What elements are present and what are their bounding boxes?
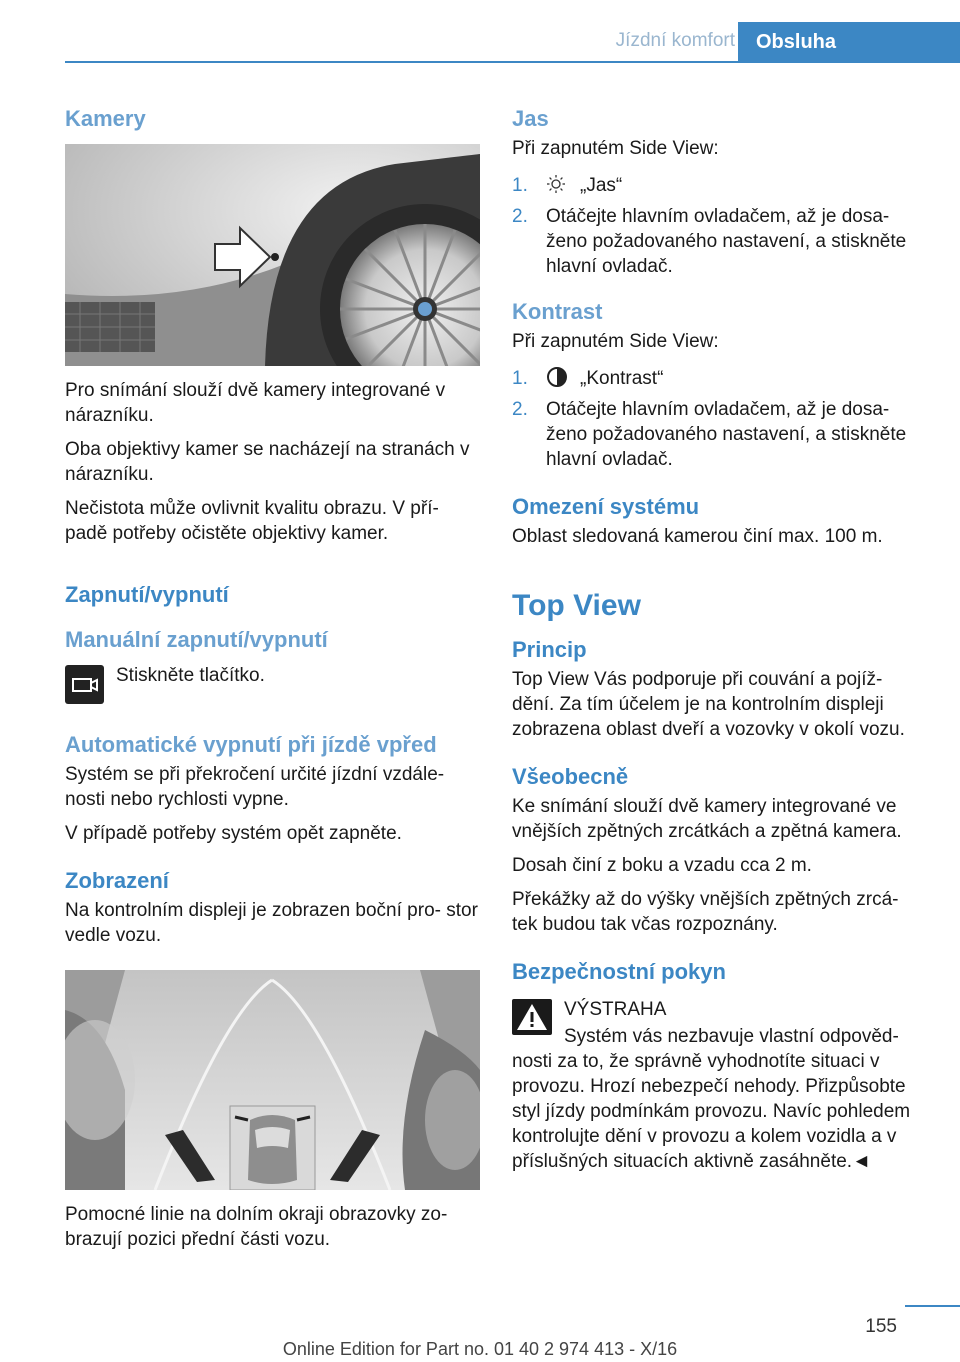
paragraph-display: Na kontrolním displeji je zobrazen boční pro‐ stor vedle vozu.	[65, 900, 478, 946]
paragraph-cameras-1: Pro snímání slouží dvě kamery integrované v nárazníku.	[65, 380, 446, 426]
paragraph-guide-lines: Pomocné linie na dolním okraji obrazovky zo‐ brazují pozici přední části vozu.	[65, 1204, 448, 1250]
heading-top-view: Top View	[512, 589, 641, 622]
step-text: „Kontrast“	[580, 368, 664, 389]
side-view-display-image	[65, 970, 480, 1190]
when-on-text-1: Při zapnutém Side View:	[512, 138, 719, 159]
heading-general: Všeobecně	[512, 764, 629, 789]
paragraph-general-2: Dosah činí z boku a vzadu cca 2 m.	[512, 855, 812, 876]
brightness-steps	[512, 173, 927, 279]
paragraph-limits: Oblast sledovaná kamerou činí max. 100 m.	[512, 526, 883, 547]
left-column	[65, 100, 480, 1252]
when-on-text-2: Při zapnutém Side View:	[512, 331, 719, 352]
paragraph-general-3: Překážky až do výšky vnějších zpětných zrcá‐ tek budou tak včas rozpoznány.	[512, 889, 899, 935]
header-rule	[65, 61, 960, 63]
press-button-text: Stiskněte tlačítko.	[116, 665, 265, 686]
heading-manual: Manuální zapnutí/vypnutí	[65, 627, 328, 652]
heading-on-off: Zapnutí/vypnutí	[65, 582, 229, 607]
heading-safety: Bezpečnostní pokyn	[512, 959, 726, 984]
header-chapter-tab: Obsluha	[738, 22, 960, 63]
heading-display: Zobrazení	[65, 868, 169, 893]
paragraph-general-1: Ke snímání slouží dvě kamery integrované ve vnějších zpětných zrcátkách a zpětná kamera.	[512, 796, 902, 842]
warning-icon	[512, 999, 552, 1035]
warning-block	[512, 997, 927, 1174]
page-number: 155	[865, 1316, 897, 1337]
sun-icon	[546, 173, 574, 198]
step-number: 2.	[512, 399, 528, 420]
paragraph-principle: Top View Vás podporuje při couvání a pojíž‐ dění. Za tím účelem je na kontrolním displeji zobrazena oblast dveří a vozovky v okolí vozu.	[512, 669, 905, 740]
paragraph-cameras-3: Nečistota může ovlivnit kvalitu obrazu. V pří‐ padě potřeby očistěte objektivy kamer.	[65, 498, 439, 544]
heading-brightness: Jas	[512, 106, 549, 131]
heading-auto-off: Automatické vypnutí při jízdě vpřed	[65, 732, 437, 757]
right-column	[512, 100, 927, 1174]
contrast-icon	[546, 366, 574, 391]
button-instruction	[65, 665, 480, 704]
heading-system-limits: Omezení systému	[512, 494, 700, 519]
paragraph-auto-2: V případě potřeby systém opět zapněte.	[65, 823, 402, 844]
list-item	[512, 204, 927, 279]
paragraph-cameras-2: Oba objektivy kamer se nacházejí na stranách v nárazníku.	[65, 439, 470, 485]
list-item	[512, 397, 927, 472]
step-text: „Jas“	[580, 175, 623, 196]
footer-rule	[905, 1305, 960, 1307]
heading-cameras: Kamery	[65, 106, 146, 131]
header-section-title: Jízdní komfort	[615, 30, 735, 51]
step-number: 1.	[512, 368, 528, 389]
heading-contrast: Kontrast	[512, 299, 603, 324]
step-text: Otáčejte hlavním ovladačem, až je dosa‐ ženo požadovaného nastavení, a stiskněte hlavní ovladač.	[546, 399, 907, 470]
step-number: 2.	[512, 206, 528, 227]
step-number: 1.	[512, 175, 528, 196]
edition-footer: Online Edition for Part no. 01 40 2 974 413 - X/16	[282, 1339, 678, 1359]
list-item	[512, 366, 927, 391]
warning-label: VÝSTRAHA	[564, 999, 667, 1020]
list-item	[512, 173, 927, 198]
camera-button-icon	[65, 665, 104, 704]
warning-text: Systém vás nezbavuje vlastní odpověd‐ nosti za to, že správně vyhodnotíte situaci v provozu. Hrozí nebezpečí nehody. Přizpůsobte styl jízdy podmínkám provozu. Navíc pohledem kontrolujte dění v provozu a kolem vozidla a v příslušných situacích aktivně zasáhněte.◄	[512, 1026, 911, 1172]
heading-principle: Princip	[512, 637, 587, 662]
contrast-steps	[512, 366, 927, 472]
paragraph-auto-1: Systém se při překročení určité jízdní vzdále‐ nosti nebo rychlosti vypne.	[65, 764, 445, 810]
step-text: Otáčejte hlavním ovladačem, až je dosa‐ ženo požadovaného nastavení, a stiskněte hlavní ovladač.	[546, 206, 907, 277]
bumper-camera-image	[65, 144, 480, 366]
